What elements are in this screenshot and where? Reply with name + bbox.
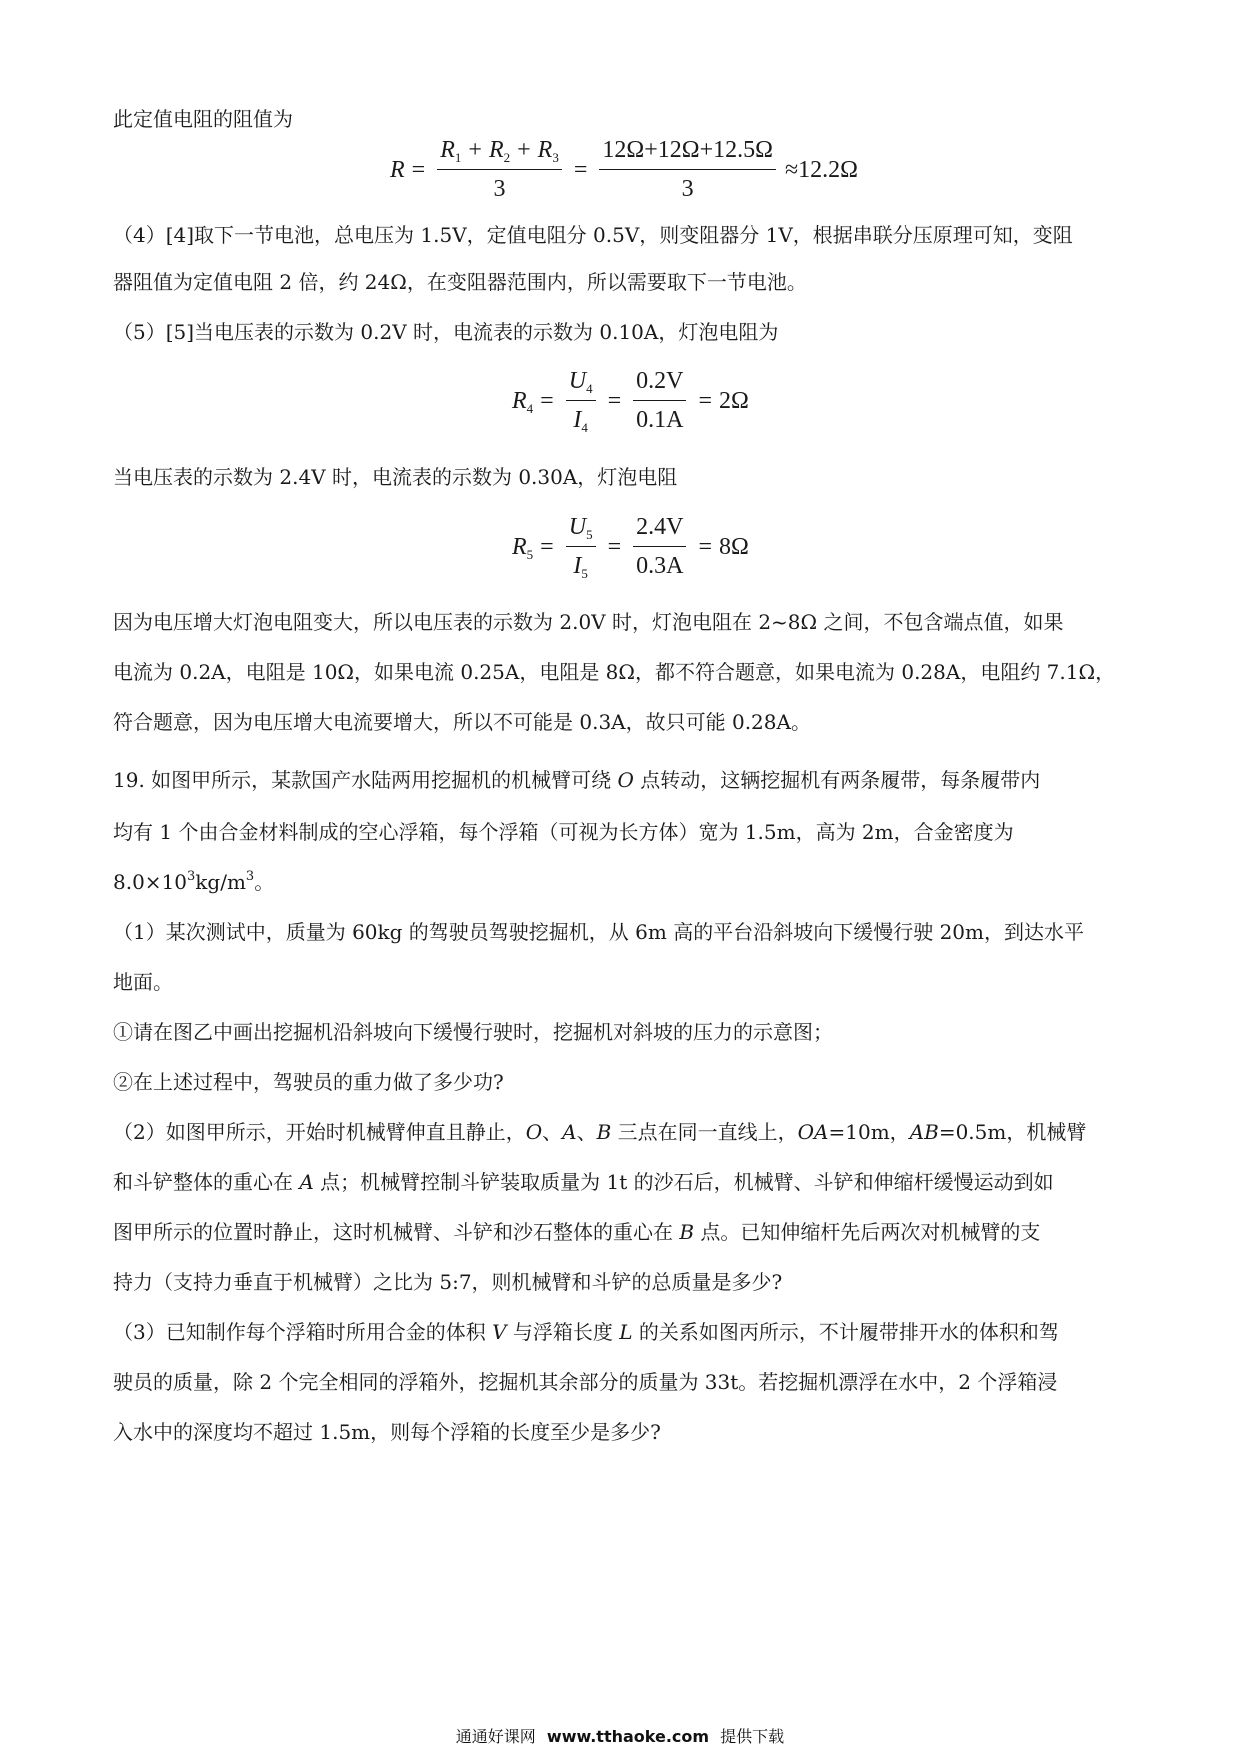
formula-r4: $R_4$ = $\frac{U_4}{I_4}$ = $\frac{0.2V}{0.1A}$ = 2Ω (512, 368, 749, 435)
text-line: 均有 1 个由合金材料制成的空心浮箱，每个浮箱（可视为长方体）宽为 1.5m，高为 2m，合金密度为 (113, 820, 1014, 844)
text-line: 电流为 0.2A，电阻是 10Ω，如果电流 0.25A，电阻是 8Ω，都不符合题意，如果电流为 0.28A，电阻约 7.1Ω， (113, 660, 1116, 684)
formula-fraction: $\frac{R_1 + R_2 + R_3}{3}$ (437, 137, 562, 203)
question-19-line: 19. 如图甲所示，某款国产水陆两用挖掘机的机械臂可绕 O 点转动，这辆挖掘机有两条履带，每条履带内 (113, 768, 1041, 792)
text-line: 符合题意，因为电压增大电流要增大，所以不可能是 0.3A，故只可能 0.28A。 (113, 710, 811, 734)
text-line: 器阻值为定值电阻 2 倍，约 24Ω，在变阻器范围内，所以需要取下一节电池。 (113, 270, 807, 294)
text-line: 驶员的质量，除 2 个完全相同的浮箱外，挖掘机其余部分的质量为 33t。若挖掘机漂浮在水中，2 个浮箱浸 (113, 1370, 1058, 1394)
text-line: ①请在图乙中画出挖掘机沿斜坡向下缓慢行驶时，挖掘机对斜坡的压力的示意图； (113, 1020, 833, 1044)
text-line: 当电压表的示数为 2.4V 时，电流表的示数为 0.30A，灯泡电阻 (113, 465, 678, 489)
formula-lhs: R (390, 156, 405, 183)
text-line: 持力（支持力垂直于机械臂）之比为 5:7，则机械臂和斗铲的总质量是多少? (113, 1270, 783, 1294)
text-line: 图甲所示的位置时静止，这时机械臂、斗铲和沙石整体的重心在 B 点。已知伸缩杆先后两次对机械臂的支 (113, 1220, 1041, 1244)
text-line: 此定值电阻的阻值为 (113, 107, 293, 131)
text-line: 地面。 (113, 970, 173, 994)
text-line: （5）[5]当电压表的示数为 0.2V 时，电流表的示数为 0.10A，灯泡电阻为 (113, 320, 779, 344)
formula-r5: $R_5$ = $\frac{U_5}{I_5}$ = $\frac{2.4V}{0.3A}$ = 8Ω (512, 514, 749, 581)
footer-url[interactable]: www.tthaoke.com (546, 1727, 710, 1746)
formula-result: ≈12.2Ω (784, 156, 858, 183)
text-line: ②在上述过程中，驾驶员的重力做了多少功? (113, 1070, 504, 1094)
footer-download-text: 提供下载 (720, 1727, 785, 1746)
text-line: （2）如图甲所示，开始时机械臂伸直且静止，O、A、B 三点在同一直线上，OA=10m，AB=0.5m，机械臂 (113, 1120, 1087, 1144)
text-line: $8.0\times 10^3kg/m^3$。 (113, 869, 275, 894)
text-line: （3）已知制作每个浮箱时所用合金的体积 V 与浮箱长度 L 的关系如图丙所示，不计履带排开水的体积和驾 (113, 1320, 1059, 1344)
text-line: 入水中的深度均不超过 1.5m，则每个浮箱的长度至少是多少? (113, 1420, 661, 1444)
footer (0, 1724, 1240, 1747)
text-line: （1）某次测试中，质量为 60kg 的驾驶员驾驶挖掘机，从 6m 高的平台沿斜坡向下缓慢行驶 20m，到达水平 (113, 920, 1084, 944)
text-line: （4）[4]取下一节电池，总电压为 1.5V，定值电阻分 0.5V，则变阻器分 1V，根据串联分压原理可知，变阻 (113, 223, 1073, 247)
text-line: 因为电压增大灯泡电阻变大，所以电压表的示数为 2.0V 时，灯泡电阻在 2~8Ω 之间，不包含端点值，如果 (113, 610, 1064, 634)
formula-fraction: $\frac{12\Omega+12\Omega+12.5\Omega}{3}$ (599, 137, 776, 203)
footer-site-name: 通通好课网 (455, 1727, 536, 1746)
text-line: 和斗铲整体的重心在 A 点；机械臂控制斗铲装取质量为 1t 的沙石后，机械臂、斗铲和伸缩杆缓慢运动到如 (113, 1170, 1054, 1194)
formula-r-average: R = $\frac{R_1 + R_2 + R_3}{3}$ = $\frac{12\Omega+12\Omega+12.5\Omega}{3}$ ≈12.2Ω (390, 137, 858, 202)
